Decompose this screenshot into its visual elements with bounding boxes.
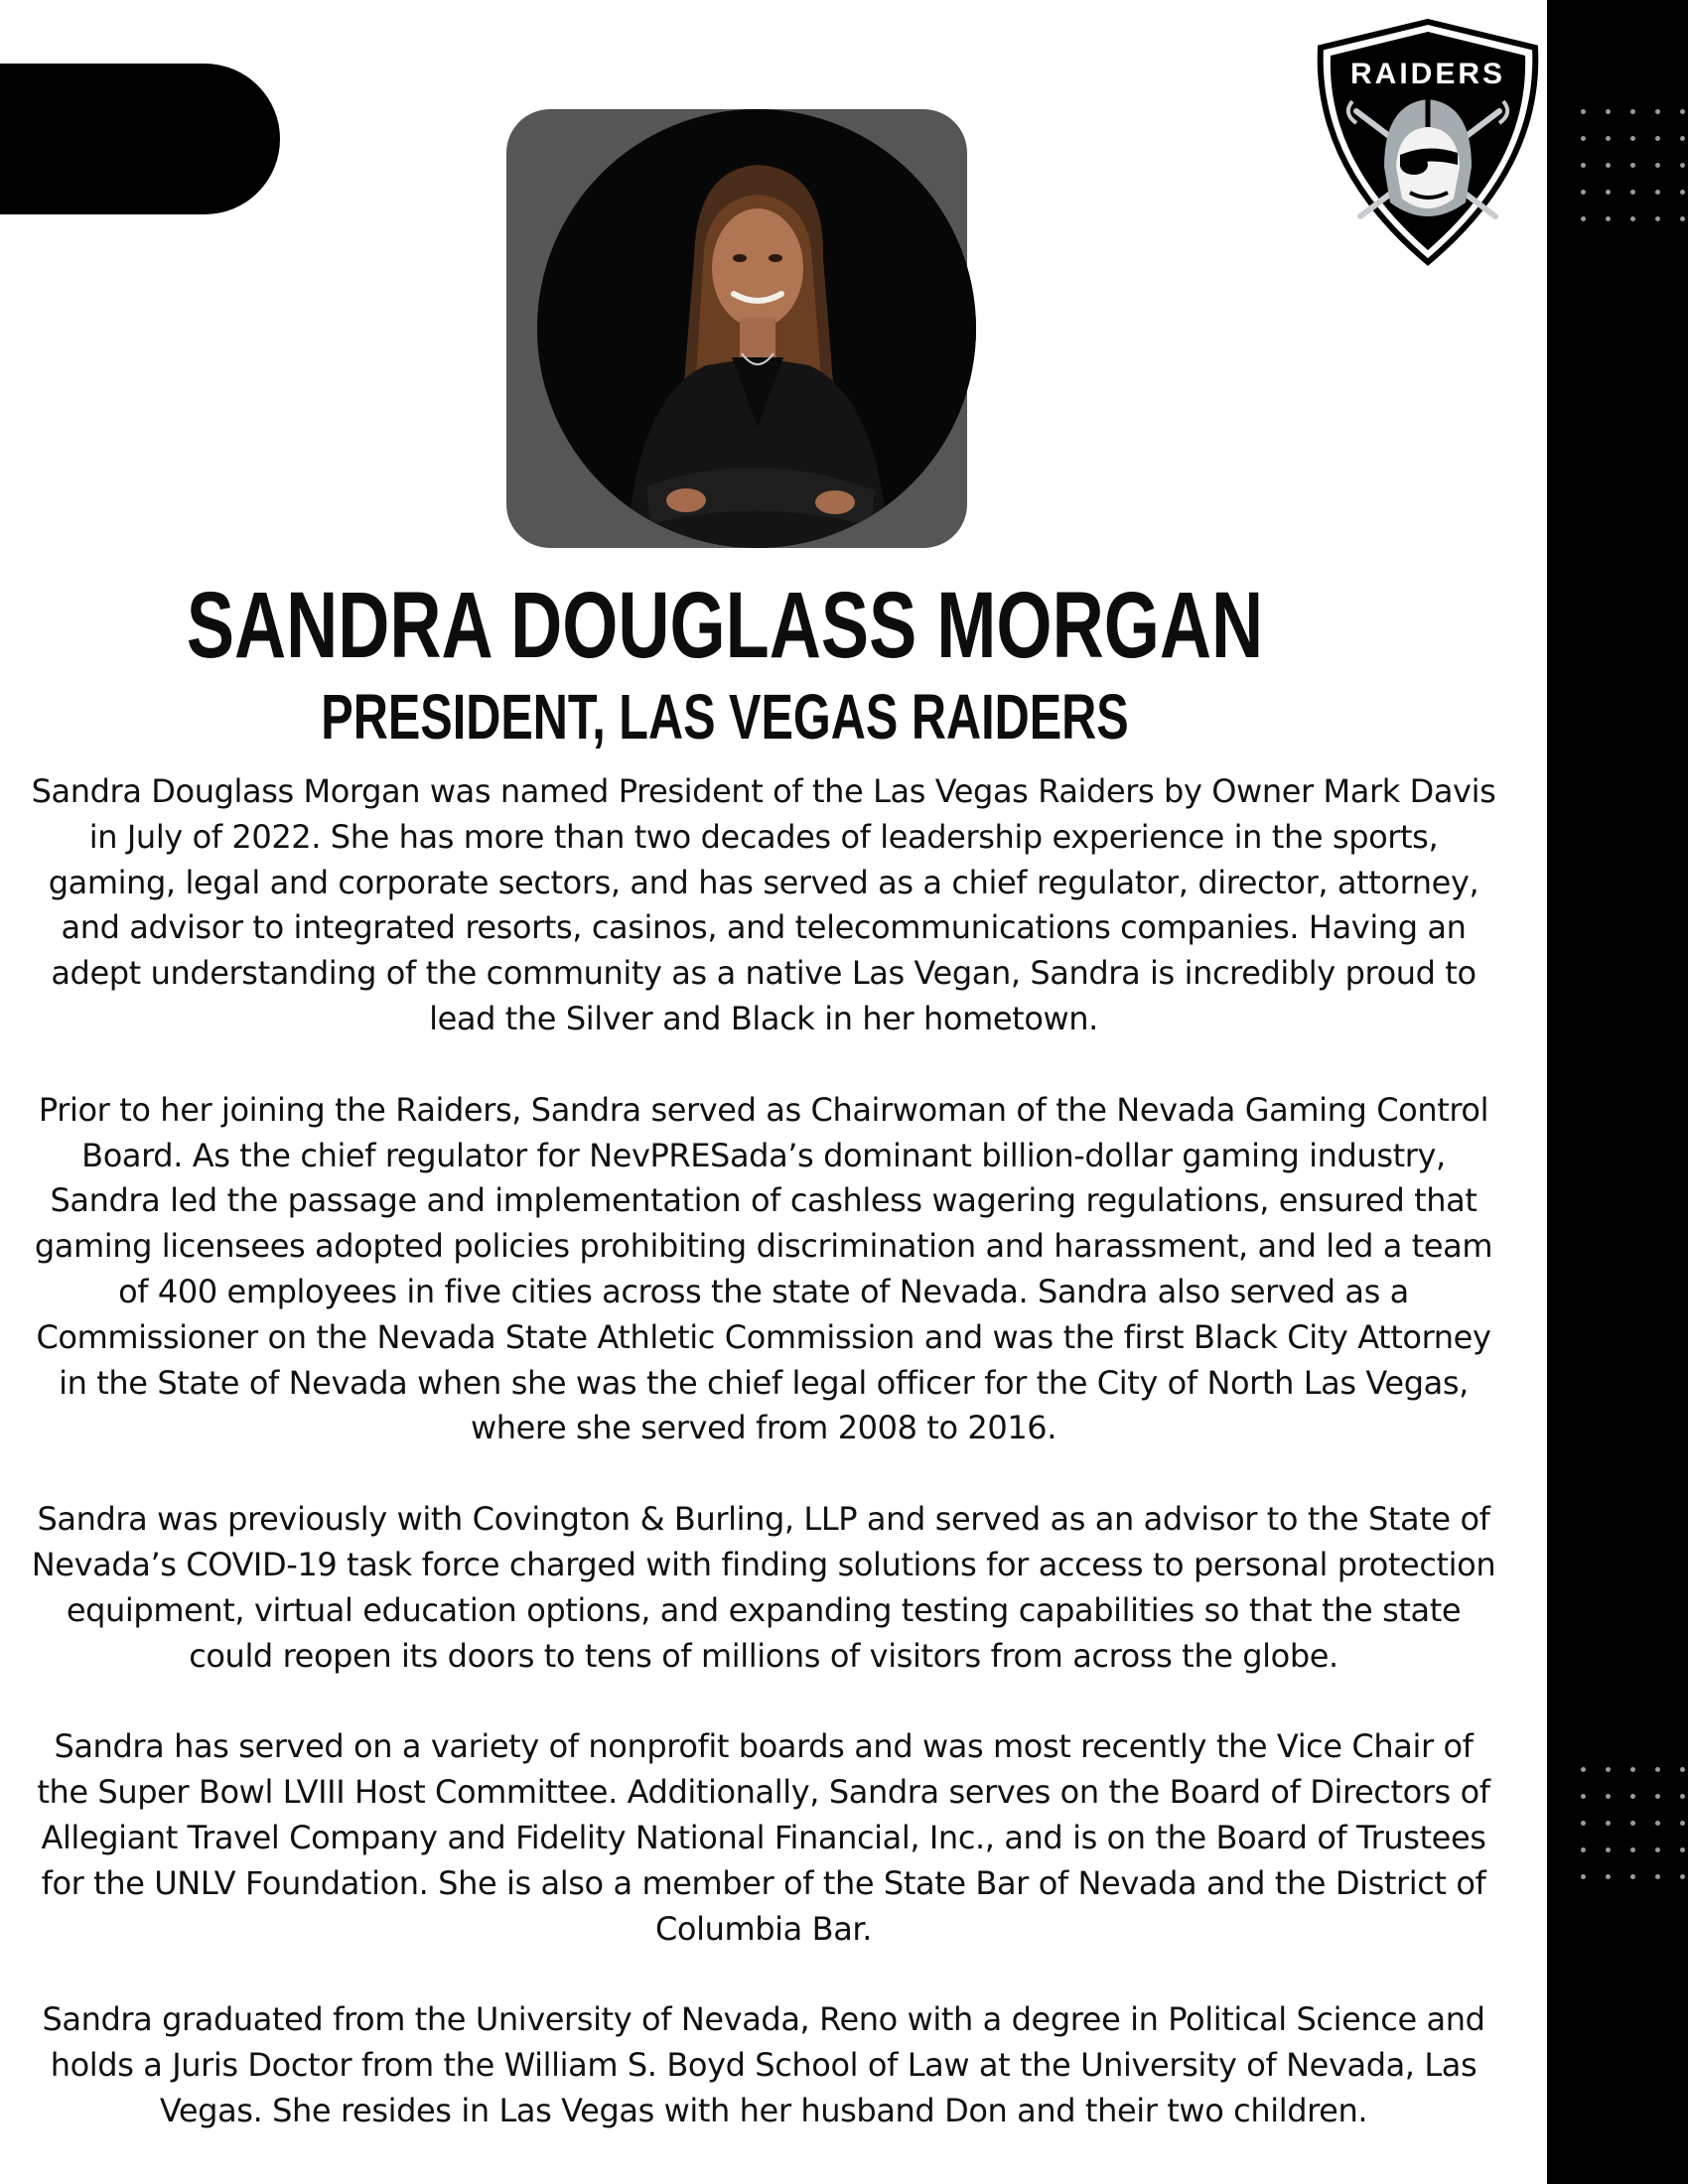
bio-paragraph: Sandra graduated from the University of Nevada, Reno with a degree in Political Science and holds a Juris Doctor from the William S. Boyd School of Law at the University of Nevada, Las Vegas. She resides in Las Vegas with her husband Don and their two children. bbox=[42, 2000, 1485, 2129]
bio-paragraph: Sandra has served on a variety of nonprofit boards and was most recently the Vice Chair of the Super Bowl LVIII Host Committee. Additionally, Sandra serves on the Board of Directors of Allegiant Travel Company and Fidelity National Financial, Inc., and is on the Board of Trustees for the UNLV Foundation. She is also a member of the State Bar of Nevada and the District of Columbia Bar. bbox=[37, 1727, 1490, 1948]
bio-paragraph: Sandra Douglass Morgan was named President of the Las Vegas Raiders by Owner Mark Davis in July of 2022. She has more than two decades of leadership experience in the sports, gaming, legal and corporate sectors, and has served as a chief regulator, director, attorney, and advisor to integrated resorts, casinos, and telecommunications companies. Having an adept understanding of the community as a native Las Vegan, Sandra is incredibly proud to lead the Silver and Black in her hometown. bbox=[31, 772, 1496, 1037]
person-title: PRESIDENT, LAS VEGAS RAIDERS bbox=[321, 681, 1129, 752]
person-name: SANDRA DOUGLASS MORGAN bbox=[186, 573, 1264, 678]
bio-paragraph: Sandra was previously with Covington & Burling, LLP and served as an advisor to the State of Nevada’s COVID-19 task force charged with finding solutions for access to personal protection equipment, virtual education options, and expanding testing capabilities so that the state could reopen its doors to tens of millions of visitors from across the globe. bbox=[31, 1500, 1496, 1675]
raiders-shield-icon bbox=[1313, 18, 1543, 266]
portrait-photo bbox=[537, 109, 976, 548]
logo-wordmark: RAIDERS bbox=[1349, 58, 1506, 90]
decorative-dot-grid-bottom bbox=[1581, 1767, 1686, 1880]
decorative-dot-grid-top bbox=[1581, 109, 1686, 222]
bio-paragraph: Prior to her joining the Raiders, Sandra served as Chairwoman of the Nevada Gaming Control Board. As the chief regulator for NevPRESada’s dominant billion-dollar gaming industry, Sandra led the passage and implementation of cashless wagering regulations, ensured that gaming licensees adopted policies prohibiting discrimination and harassment, and led a team of 400 employees in five cities across the state of Nevada. Sandra also served as a Commissioner on the Nevada State Athletic Commission and was the first Black City Attorney in the State of Nevada when she was the chief legal officer for the City of North Las Vegas, where she served from 2008 to 2016. bbox=[34, 1090, 1493, 1447]
biography bbox=[24, 769, 1503, 2180]
decorative-black-pill bbox=[0, 64, 280, 214]
